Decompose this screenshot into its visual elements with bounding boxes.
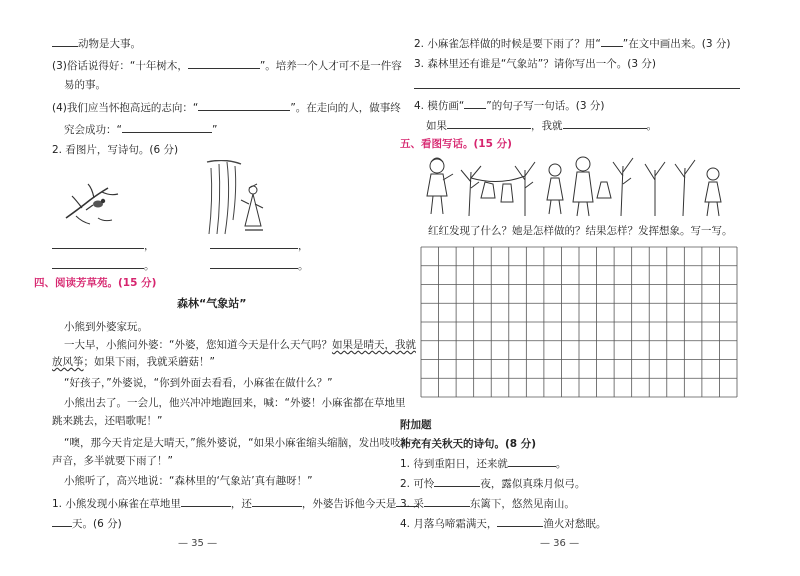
question-3-weather-station: 3. 森林里还有谁是“气象站”？请你写出一个。(3 分)	[414, 58, 656, 70]
poem-line-2: ，	[210, 238, 309, 253]
poem-line-1: ，	[52, 238, 155, 253]
branch-bird-illustration	[62, 178, 128, 228]
question-4-template: 如果 ，我就 。	[426, 120, 657, 132]
blank-q4-then[interactable]	[563, 118, 647, 129]
writing-prompt: 红红发现了什么？她是怎样做的？结果怎样？发挥想象。写一写。	[428, 225, 733, 237]
story-p4-line1: 小熊出去了。一会儿，他兴冲冲地跑回来，喊：“外婆！小麻雀都在草地里	[64, 397, 406, 409]
proverb-3-cont: 易的事。	[64, 79, 106, 91]
question-1: 1. 小熊发现小麻雀在草地里 ，还 ，外婆告诉他今天是	[52, 496, 418, 511]
story-p1: 小熊到外婆家玩。	[64, 321, 148, 333]
question-2-rain: 2. 小麻雀怎样做的时候是要下雨了？用“ ”在文中画出来。(3 分)	[414, 38, 731, 50]
blank-q4-if[interactable]	[447, 118, 531, 129]
blank-success[interactable]	[122, 122, 212, 133]
bonus-q2: 2. 可怜 夜，露似真珠月似弓。	[400, 478, 586, 490]
blank-q1-a[interactable]	[181, 496, 231, 507]
answer-line-q3[interactable]	[414, 88, 740, 89]
question-2-picture-poem: 2. 看图片，写诗句。(6 分)	[52, 144, 179, 156]
story-p4-line2: 跳来跳去，还唱歌呢！”	[52, 415, 163, 427]
blank-aspiration[interactable]	[198, 100, 290, 111]
bonus-title: 补充有关秋天的诗句。(8 分)	[400, 438, 537, 450]
bonus-q4: 4. 月落乌啼霜满天， 渔火对愁眠。	[400, 518, 607, 530]
proverb-3: (3)俗话说得好：“十年树木， ”。培养一个人才可不是一件容	[52, 60, 402, 72]
blank-proverb[interactable]	[188, 58, 260, 69]
blank-poem-3[interactable]	[52, 258, 144, 269]
aspiration-4: (4)我们应当怀抱高远的志向：“ ”。在走向的人，做事终	[52, 102, 401, 114]
story-p5-line1: “噢，那今天肯定是大晴天，”熊外婆说，“如果小麻雀缩头缩脑，发出吱吱的	[64, 437, 412, 449]
blank-poem-4[interactable]	[210, 258, 298, 269]
blank-q1-b[interactable]	[252, 496, 302, 507]
question-4-imitate: 4. 模仿画“ ”的句子写一句话。(3 分)	[414, 100, 605, 112]
line-animals: 动物是大事。	[52, 36, 141, 51]
writing-grid[interactable]	[420, 246, 738, 398]
blank-b1[interactable]	[508, 456, 556, 467]
story-p2-line2: 放风筝；如果下雨，我就采蘑菇！”	[52, 356, 215, 368]
page-36	[400, 0, 800, 576]
section-5-heading: 五、看图写话。(15 分)	[400, 138, 512, 150]
poem-line-3: 。	[52, 258, 155, 273]
page-number-35: — 35 —	[178, 538, 218, 549]
blank-poem-1[interactable]	[52, 238, 144, 249]
blank-poem-2[interactable]	[210, 238, 298, 249]
blank-b2[interactable]	[434, 476, 480, 487]
story-title: 森林“气象站”	[177, 297, 247, 310]
story-p3: “好孩子，”外婆说，“你到外面去看看，小麻雀在做什么？”	[64, 377, 333, 389]
section-4-heading: 四、阅读芳草苑。(15 分)	[34, 277, 157, 289]
aspiration-4-cont: 究会成功：“ ”	[64, 124, 218, 136]
poem-line-4: 。	[210, 258, 309, 273]
story-p6: 小熊听了，高兴地说：“森林里的‘气象站’真有趣呀！”	[64, 475, 313, 487]
question-1-cont: 天。(6 分)	[52, 516, 122, 531]
waterfall-figure-illustration	[205, 160, 275, 238]
bonus-q1: 1. 待到重阳日，还来就 。	[400, 458, 567, 470]
comic-strip-illustration	[415, 152, 729, 218]
story-p5-line2: 声音，多半就要下雨了！”	[52, 455, 173, 467]
blank-b3[interactable]	[424, 496, 470, 507]
bonus-q3: 3. 采 东篱下，悠然见南山。	[400, 498, 575, 510]
page-number-36: — 36 —	[540, 538, 580, 549]
story-p2-line1: 一大早，小熊问外婆：“外婆，您知道今天是什么天气吗？如果是晴天，我就	[64, 339, 416, 351]
bonus-heading: 附加题	[400, 419, 432, 431]
blank-b4[interactable]	[497, 516, 543, 527]
